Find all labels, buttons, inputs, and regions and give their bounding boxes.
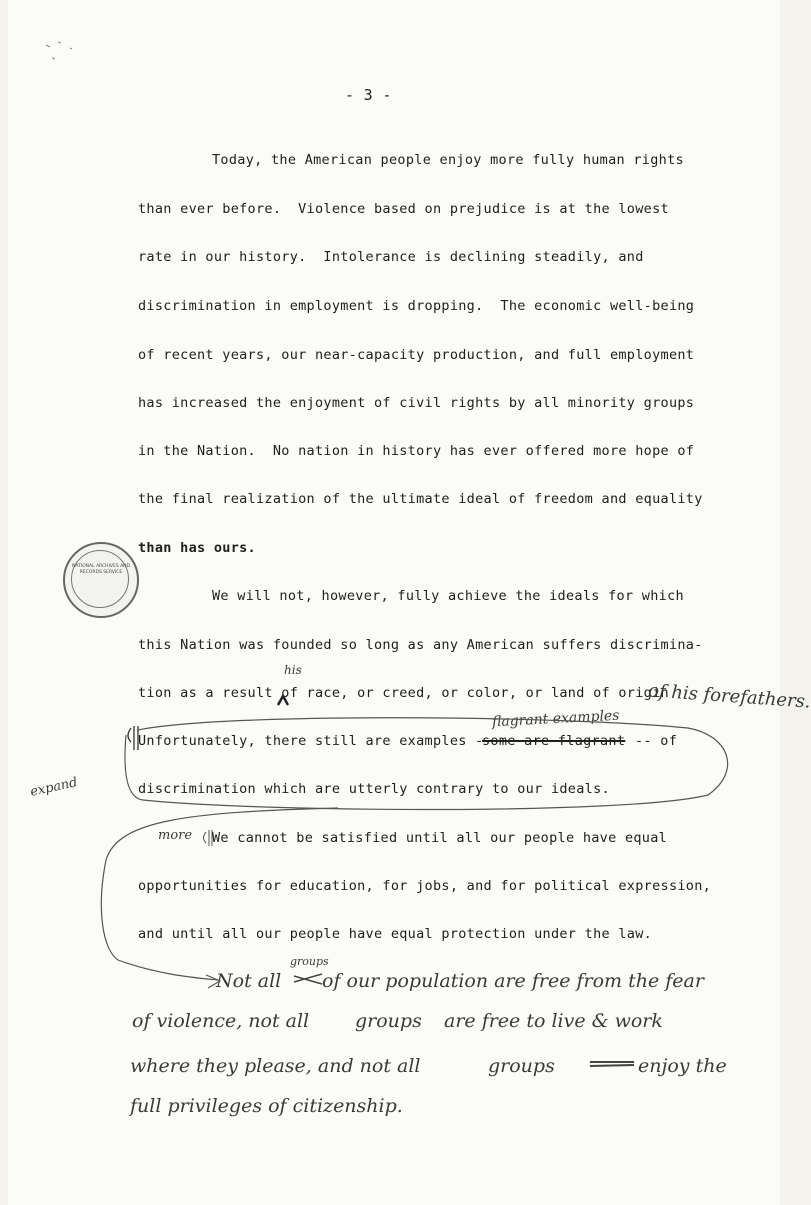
handwritten-forefathers: of his forefathers. (647, 680, 811, 713)
stamp-center-text: NATIONAL ARCHIVES AND RECORDS SERVICE (71, 564, 131, 575)
typed-line: Unfortunately, there still are examples -- (138, 733, 492, 749)
typed-line: discrimination which are utterly contrary to our ideals. (138, 781, 610, 797)
document-page (8, 0, 811, 1205)
handwritten-line-3b: enjoy the (638, 1055, 727, 1077)
typed-line: than ever before. Violence based on prejudice is at the lowest (138, 201, 669, 217)
typed-line: the final realization of the ultimate ideal of freedom and equality (138, 491, 703, 507)
typed-line: has increased the enjoyment of civil rights by all minority groups (138, 395, 695, 411)
typed-line: of recent years, our near-capacity production, and full employment (138, 347, 695, 363)
handwritten-line-1b: of our population are free from the fear (322, 970, 704, 992)
typed-line: in the Nation. No nation in history has ever offered more hope of (138, 443, 695, 459)
typed-line: this Nation was founded so long as any American suffers discrimina- (138, 637, 703, 653)
handwritten-his: his (284, 663, 302, 677)
handwritten-line-2-groups: groups (355, 1010, 422, 1032)
handwritten-line-3-groups: groups (488, 1055, 555, 1077)
typed-line: opportunities for education, for jobs, and for political expression, (138, 878, 712, 894)
handwritten-line-2: of violence, not all (132, 1010, 310, 1032)
handwritten-line-2b: are free to live & work (444, 1010, 663, 1032)
handwritten-line-4: full privileges of citizenship. (130, 1095, 403, 1117)
typed-line: Today, the American people enjoy more fully human rights (212, 152, 684, 168)
typed-line: than has ours. (138, 540, 256, 556)
typed-line: discrimination in employment is dropping. The economic well-being (138, 298, 695, 314)
handwritten-line-3: where they please, and not all (130, 1055, 421, 1077)
typed-line: tion as a result of race, or creed, or color, or land of origin (138, 685, 669, 701)
typed-line: We cannot be satisfied until all our people have equal (212, 830, 668, 846)
typed-line: -- of (635, 733, 678, 749)
handwritten-line-1: Not all (216, 970, 282, 992)
typed-line: rate in our history. Intolerance is declining steadily, and (138, 249, 644, 265)
handwritten-margin-expand: expand (28, 775, 79, 800)
struck-phrase: some are flagrant (482, 733, 626, 749)
handwritten-groups-insert: groups (290, 955, 329, 968)
handwritten-more: more (158, 828, 193, 843)
typed-line: and until all our people have equal protection under the law. (138, 926, 653, 942)
handwritten-flagrant-examples: flagrant examples (491, 707, 620, 731)
page-number: - 3 - (345, 86, 392, 104)
typed-line: We will not, however, fully achieve the ideals for which (212, 588, 684, 604)
pencil-marks (8, 0, 780, 1205)
